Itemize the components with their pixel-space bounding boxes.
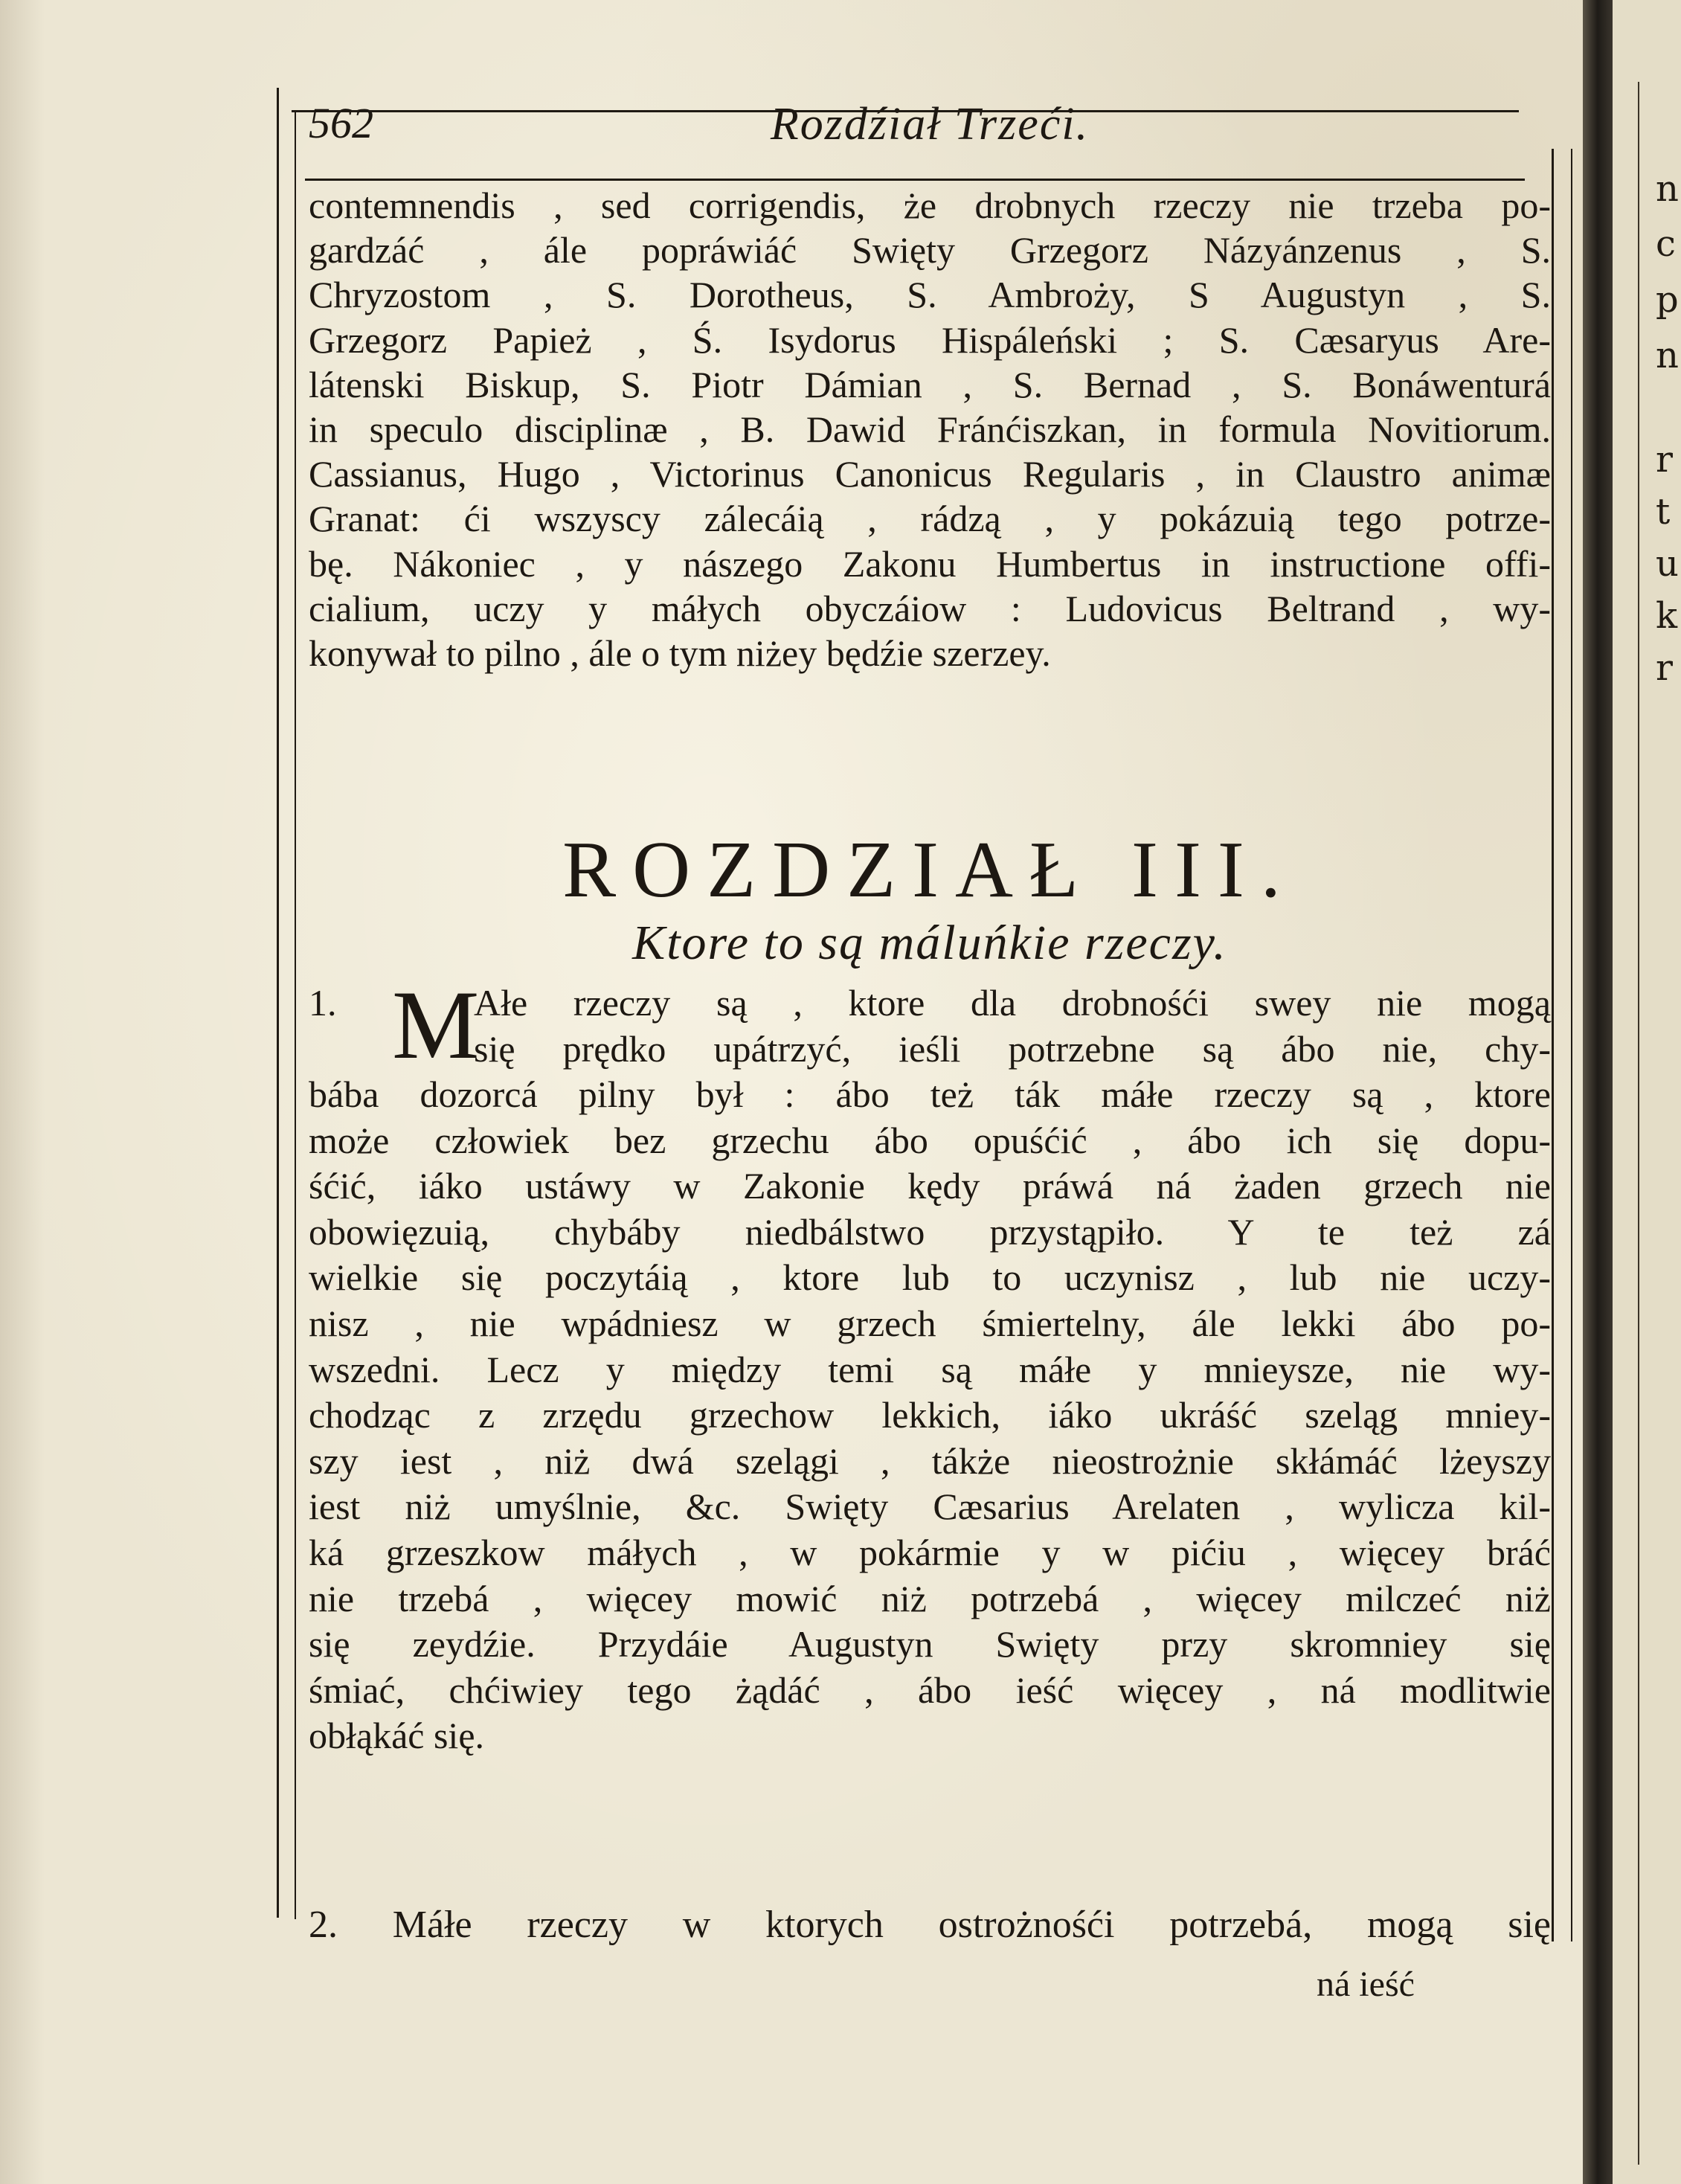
page-number: 562 [309, 99, 373, 147]
chapter-subtitle: Ktore to są máluńkie rzeczy. [632, 916, 1227, 970]
right-frame-rule-inner [1552, 149, 1554, 1941]
next-page-letter: r [1656, 439, 1673, 481]
text-line: chodząc z zrzędu grzechow lekkich, iáko ukráść szeląg mniey- [309, 1394, 1551, 1436]
text-line: się zeydźie. Przydáie Augustyn Swięty przy skromniey się [309, 1623, 1551, 1666]
drop-cap: M [392, 970, 480, 1079]
next-page-letter: r [1656, 647, 1673, 689]
paragraph-number: 1. [309, 982, 337, 1024]
text-line: śćić, iáko ustáwy w Zakonie kędy práwá ná żaden grzech nie [309, 1165, 1551, 1207]
text-line: się prędko upátrzyć, ieśli potrzebne są ábo nie, chy- [474, 1027, 1551, 1070]
text-line: Chryzostom , S. Dorotheus, S. Ambroży, S Augustyn , S. [309, 274, 1551, 316]
text-line: bę. Nákoniec , y nászego Zakonu Humbertus in instructione offi- [309, 542, 1551, 585]
next-page-frame-rule [1638, 82, 1639, 2165]
book-gutter [1583, 0, 1613, 2184]
text-line: nisz , nie wpádniesz w grzech śmiertelny, ále lekki ábo po- [309, 1302, 1551, 1344]
text-line: śmiać, chćiwiey tego żądáć , ábo ieść więcey , ná modlitwie [309, 1668, 1551, 1711]
text-line: iest niż umyślnie, &c. Swięty Cæsarius Arelaten , wylicza kil- [309, 1486, 1551, 1528]
next-page-letter: u [1656, 543, 1679, 585]
paragraph-1 [309, 970, 1551, 1759]
text-line: konywał to pilno , ále o tym niżey będźie szerzey. [309, 632, 1051, 674]
text-line: wielkie się poczytáią , ktore lub to uczynisz , lub nie uczy- [309, 1256, 1551, 1299]
text-line: in speculo disciplinæ , B. Dawid Fránćiszkan, in formula Novitiorum. [309, 408, 1551, 450]
continued-text [309, 183, 1551, 675]
text-line: bába dozorcá pilny był : ábo też ták máłe rzeczy są , ktore [309, 1073, 1551, 1115]
next-page-edge [1613, 0, 1681, 2184]
text-line: może człowiek bez grzechu ábo opuśćić , ábo ich się dopu- [309, 1119, 1551, 1161]
next-page-letter: k [1656, 595, 1678, 637]
text-line: contemnendis , sed corrigendis, że drobnych rzeczy nie trzeba po- [309, 184, 1551, 226]
text-line: Granat: ći wszyscy zálecáią , rádzą , y pokázuią tego potrze- [309, 498, 1551, 540]
text-line: nie trzebá , więcey mowić niż potrzebá , więcey milczeć niż [309, 1577, 1551, 1619]
next-page-letter: p [1656, 279, 1679, 321]
text-line: cialium, uczy y máłych obyczáiow : Ludovicus Beltrand , wy- [309, 587, 1551, 629]
running-head: Rozdźiał Trzeći. [770, 99, 1090, 150]
left-frame-rule-outer [277, 88, 279, 1918]
text-line: wszedni. Lecz y między temi są máłe y mnieysze, nie wy- [309, 1348, 1551, 1390]
text-line: ká grzeszkow máłych , w pokármie y w pićiu , więcey bráć [309, 1531, 1551, 1573]
header-underline [305, 179, 1525, 181]
chapter-title: ROZDZIAŁ III. [562, 826, 1297, 914]
next-page-letter: c [1656, 223, 1676, 265]
paragraph-2: 2. Máłe rzeczy w ktorych ostrożnośći potrzebá, mogą się [309, 1904, 1551, 1946]
right-frame-rule-outer [1571, 149, 1572, 1941]
text-line: Ałe rzeczy są , ktore dla drobnośći swey nie mogą [474, 982, 1551, 1024]
text-line: obłąkáć się. [309, 1715, 485, 1757]
text-line: obowięzuią, chybáby niedbálstwo przystąpiło. Y te też zá [309, 1210, 1551, 1253]
next-page-letter: n [1656, 335, 1679, 376]
text-line: szy iest , niż dwá szelągi , tákże nieostrożnie skłámáć lżeyszy [309, 1439, 1551, 1482]
text-line: gardzáć , ále popráwiáć Swięty Grzegorz Názyánzenus , S. [309, 229, 1551, 272]
text-line: látenski Biskup, S. Piotr Dámian , S. Bernad , S. Bonáwenturá [309, 363, 1551, 405]
text-line: Cassianus, Hugo , Victorinus Canonicus Regularis , in Claustro animæ [309, 453, 1551, 495]
catchword: ná ieść [1317, 1965, 1415, 2004]
next-page-letter: t [1656, 491, 1671, 533]
text-line: Grzegorz Papież , Ś. Isydorus Hispáleński ; S. Cæsaryus Are- [309, 318, 1551, 361]
page-header [309, 98, 1551, 165]
drop-cap-row [309, 970, 1551, 1079]
next-page-letter: n [1656, 168, 1679, 210]
left-frame-rule-inner [295, 112, 296, 1919]
